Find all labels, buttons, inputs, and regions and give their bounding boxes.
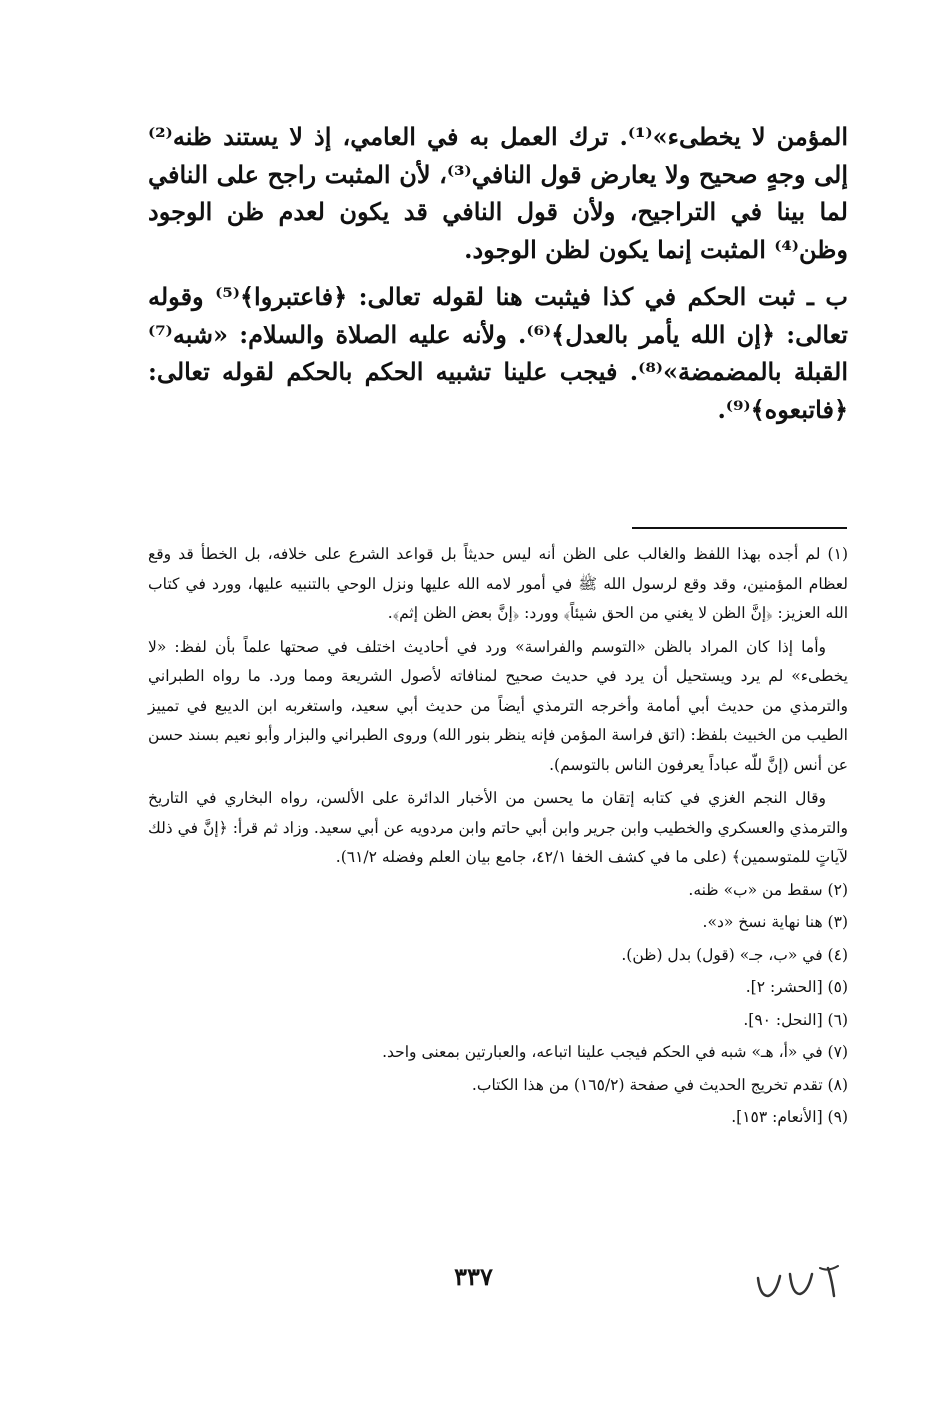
- page-number: ٣٣٧: [454, 1262, 493, 1291]
- footnote-8: (٨) تقدم تخريج الحديث في صفحة (١٦٥/٢) من هذا الكتاب.: [471, 1075, 848, 1094]
- main-text: [148, 118, 848, 428]
- footnote-5: (٥) [الحشر: ٢].: [745, 978, 848, 996]
- footnote-7: (٧) في «أ، هـ» شبه في الحكم فيجب علينا اتباعه، والعبارتين بمعنى واحد.: [382, 1043, 848, 1061]
- paragraph-b: ب ـ ثبت الحكم في كذا فيثبت هنا لقوله تعالى: ﴿فاعتبروا﴾⁽⁵⁾ وقوله تعالى: ﴿إن الله يأمر بالعدل﴾⁽⁶⁾. ولأنه عليه الصلاة والسلام: «شبه⁽⁷⁾ القبلة بالمضمضة»⁽⁸⁾. فيجب علينا تشبيه الحكم بالحكم لقوله تعالى: ﴿فاتبعوه﴾⁽⁹⁾.: [148, 282, 848, 424]
- footnote-1-continuation-a: وأما إذا كان المراد بالظن «التوسم والفراسة» ورد في أحاديث اختلف في صحتها علماً بأن لفظ: «لا يخطىء» لم يرد ويستحيل أن يرد في حديث صحيح لمنافاته لأصول الشريعة ومما ورد. ما رواه الطبراني والترمذي من حديث أبي أمامة وأخرجه الترمذي أيضاً من حديث أبي سعيد، واستغربه ابن الديبع في تمييز الطيب من الخبيث بلفظ: (اتق فراسة المؤمن فإنه ينظر بنور الله) وروى الطبراني والبزار وأبو نعيم بسند حسن عن أنس (إنَّ للّه عباداً يعرفون الناس بالتوسم).: [148, 637, 848, 774]
- footnote-6: (٦) [النحل: ٩٠].: [743, 1010, 848, 1029]
- footnote-9: (٩) [الأنعام: ١٥٣].: [731, 1108, 848, 1126]
- footnote-2: (٢) سقط من «ب» ظنه.: [688, 880, 848, 899]
- footnote-3: (٣) هنا نهاية نسخ «د».: [702, 913, 848, 931]
- paragraph-continuation: المؤمن لا يخطىء»⁽¹⁾. ترك العمل به في العامي، إذ لا يستند ظنه⁽²⁾ إلى وجهٍ صحيح ولا يعارض قول النافي⁽³⁾، لأن المثبت راجح على النافي لما بينا في التراجيح، ولأن قول النافي قد يكون لعدم ظن الوجود وظن⁽⁴⁾ المثبت إنما يكون لظن الوجود.: [148, 122, 849, 264]
- footnote-4: (٤) في «ب، جـ» (قول) بدل (ظن).: [621, 945, 848, 964]
- footnote-1-continuation-b: وقال النجم الغزي في كتابه إتقان ما يحسن من الأخبار الدائرة على الألسن، رواه البخاري في التاريخ والترمذي والعسكري والخطيب وابن جرير وابن أبي حاتم وابن مردويه عن أبي سعيد. وزاد ثم قرأ: ﴿إنَّ في ذلك لآياتٍ للمتوسمين﴾ (على ما في كشف الخفا ٤٢/١، جامع بيان العلم وفضله ٦١/٢).: [148, 789, 848, 866]
- handwritten-page-number: [750, 1256, 850, 1306]
- footnote-1: (١) لم أجده بهذا اللفظ والغالب على الظن أنه ليس حديثاً بل قواعد الشرع على خلافه، بل الخطأ قد وقع لعظام المؤمنين، وقد وقع لرسول الله ﷺ في أمور لامه الله عليها ونزل الوحي بالتنبيه عليها، وورد في كتاب الله العزيز: ﴿إنَّ الظن لا يغني من الحق شيئاً﴾ وورد: ﴿إنَّ بعض الظن إثم﴾.: [148, 545, 848, 622]
- footnotes: [148, 540, 848, 1133]
- footnote-separator: [632, 527, 847, 529]
